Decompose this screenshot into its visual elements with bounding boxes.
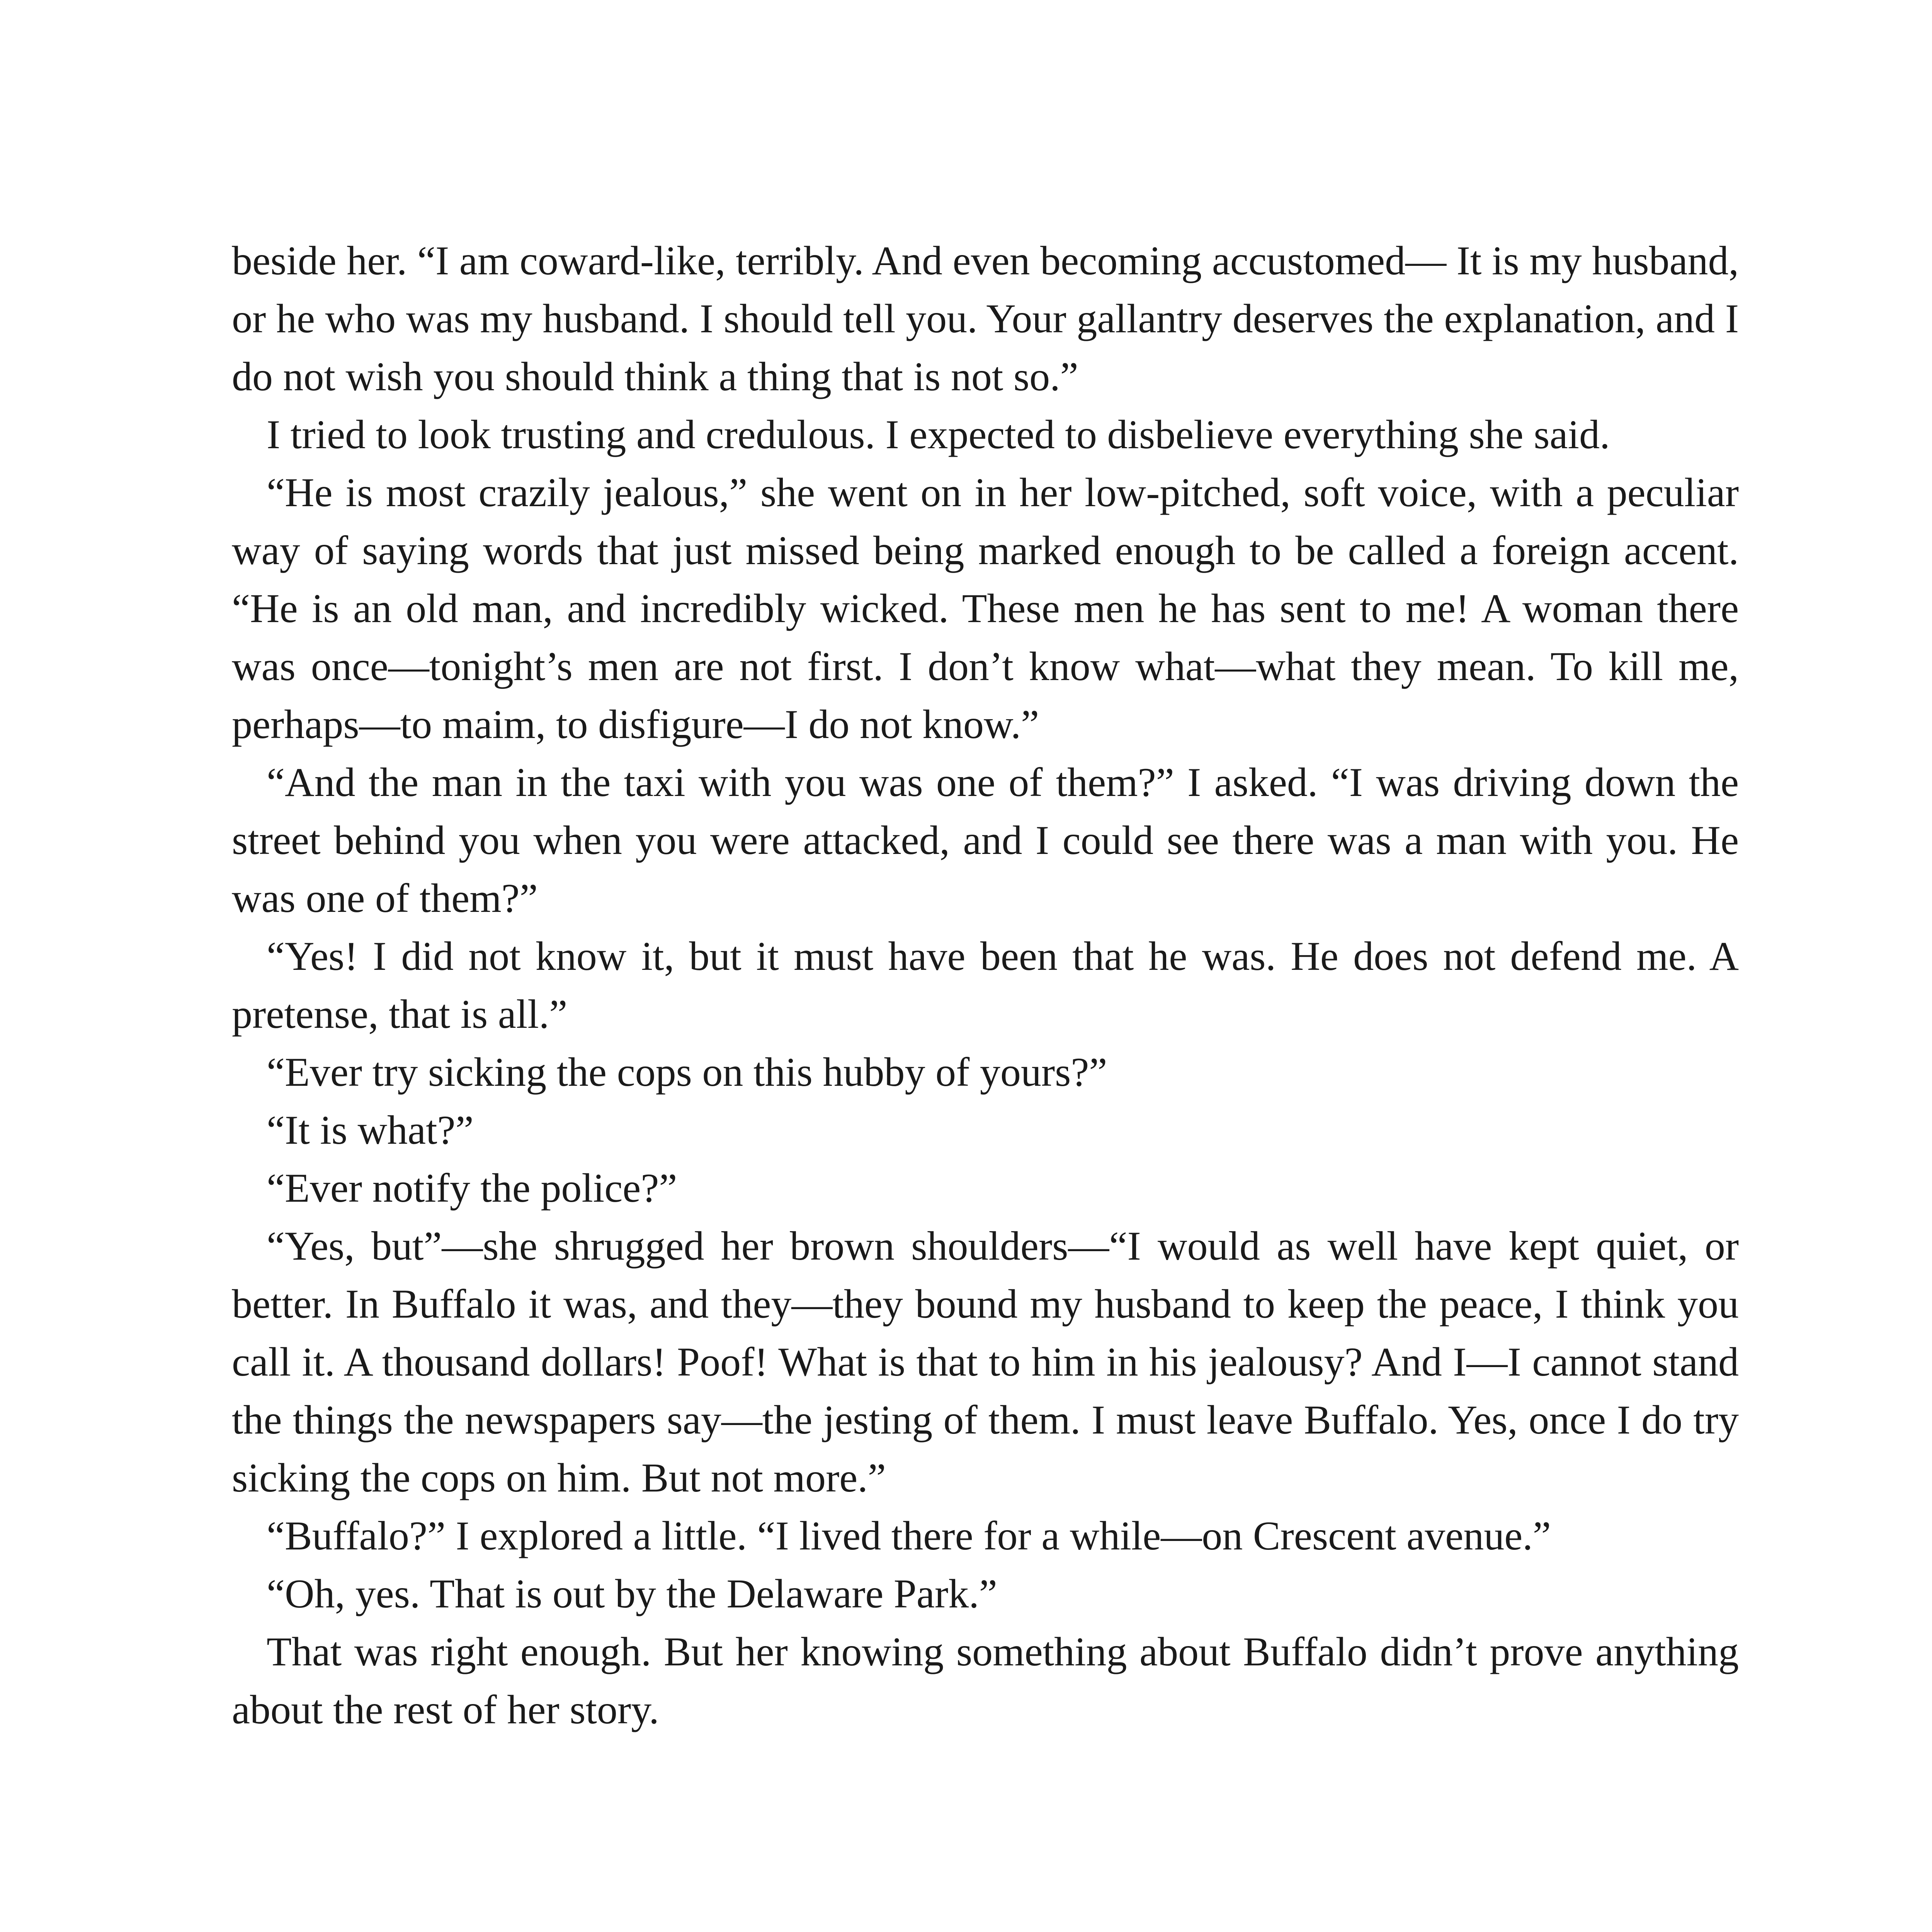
paragraph: “It is what?” [267, 1107, 474, 1153]
paragraph: “He is most crazily jealous,” she went on in her low-pitched, soft voice, with a peculiar way of saying words that just missed being marked enough to be called a foreign accent. “He is an old man, and incredibly wicked. These men he has sent to me! A woman there was once—tonight’s men are not first. I don’t know what—what they mean. To kill me, perhaps—to maim, to disfigure—I do not know.” [232, 470, 1739, 747]
paragraph: “Buffalo?” I explored a little. “I lived there for a while—on Crescent avenue.” [267, 1513, 1551, 1558]
paragraph: beside her. “I am coward-like, terribly. And even becoming accustomed— It is my husband, or he who was my husband. I should tell you. Your gallantry deserves the explanation, and I do not wish you should think a thing that is not so.” [232, 238, 1739, 399]
body-text [232, 232, 1739, 1739]
paragraph: “Yes! I did not know it, but it must have been that he was. He does not defend me. A pretense, that is all.” [232, 934, 1739, 1037]
paragraph: “And the man in the taxi with you was one of them?” I asked. “I was driving down the street behind you when you were attacked, and I could see there was a man with you. He was one of them?” [232, 760, 1739, 921]
paragraph: I tried to look trusting and credulous. I expected to disbelieve everything she said. [267, 412, 1610, 457]
paragraph: “Oh, yes. That is out by the Delaware Park.” [267, 1571, 997, 1616]
paragraph: “Ever try sicking the cops on this hubby of yours?” [267, 1049, 1107, 1095]
paragraph: That was right enough. But her knowing something about Buffalo didn’t prove anything about the rest of her story. [232, 1629, 1739, 1732]
paragraph: “Yes, but”—she shrugged her brown shoulders—“I would as well have kept quiet, or better. In Buffalo it was, and they—they bound my husband to keep the peace, I think you call it. A thousand dollars! Poof! What is that to him in his jealousy? And I—I cannot stand the things the newspapers say—the jesting of them. I must leave Buffalo. Yes, once I do try sicking the cops on him. But not more.” [232, 1223, 1739, 1500]
paragraph: “Ever notify the police?” [267, 1165, 677, 1211]
